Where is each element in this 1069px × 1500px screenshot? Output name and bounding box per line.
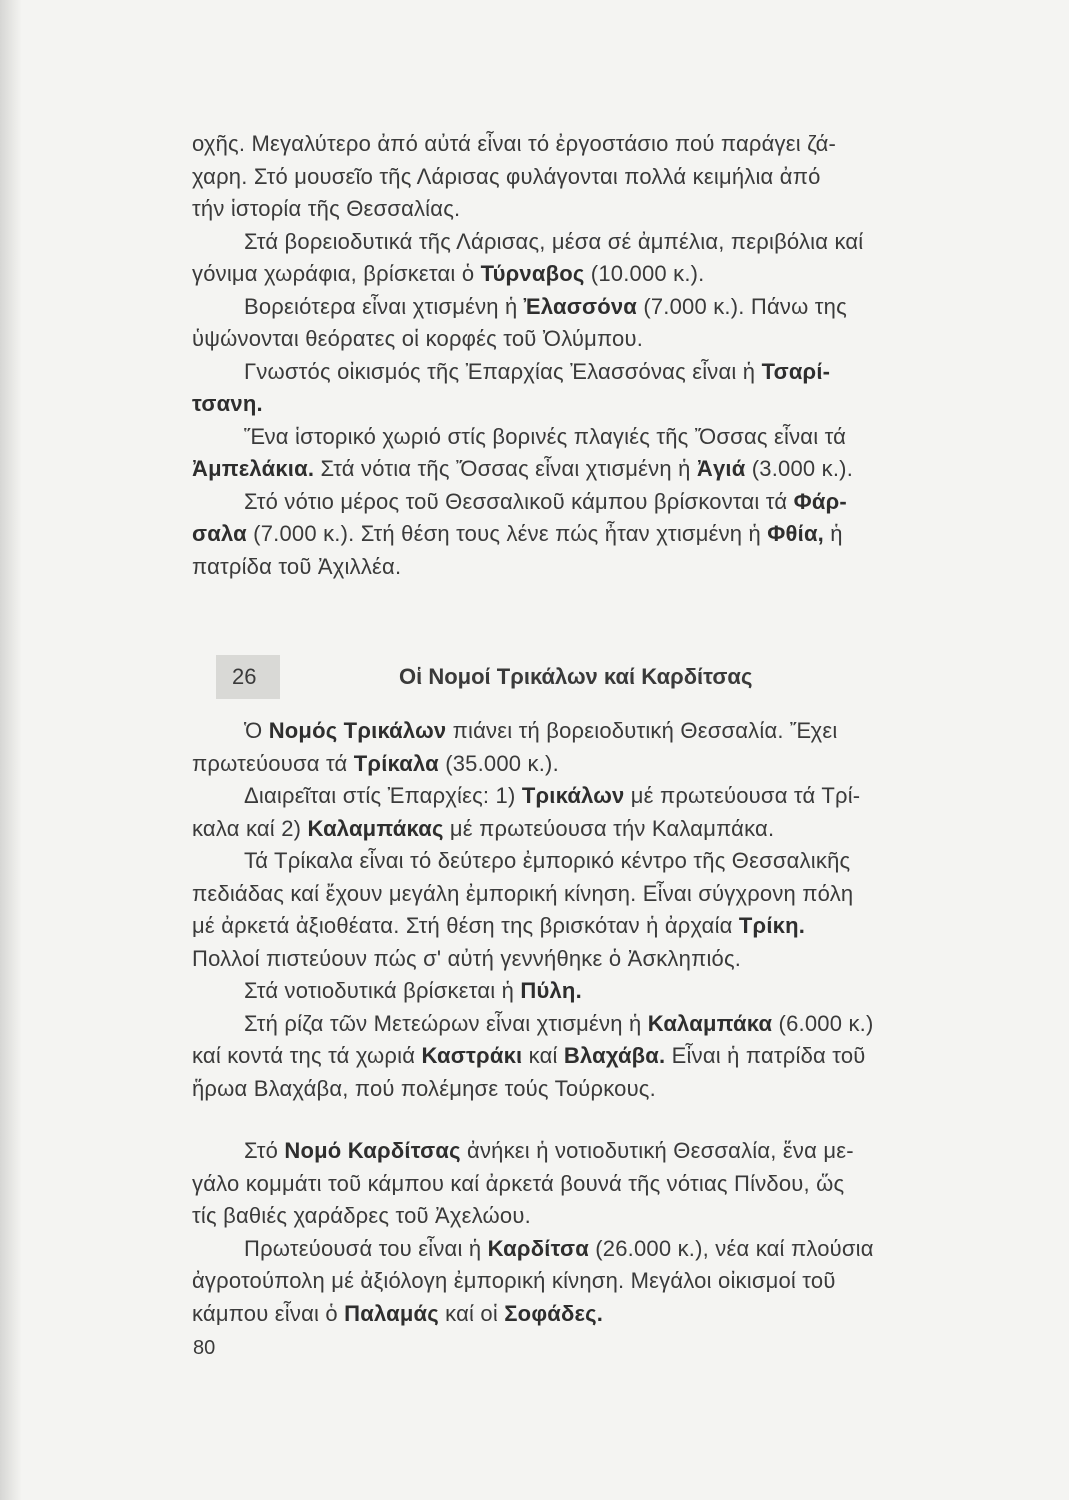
bold-term: Τρίκαλα — [353, 750, 439, 776]
text-line — [192, 453, 982, 486]
text-run: χαρη. Στό μουσεῖο τῆς Λάρισας φυλάγονται πολλά κειμήλια ἀπό — [192, 163, 821, 189]
text-run: ἀνήκει ἡ νοτιοδυτική Θεσσαλία, ἕνα με- — [460, 1138, 854, 1163]
text-line — [192, 518, 982, 551]
bold-term: Καλαμπάκα — [647, 1010, 773, 1036]
text-line — [192, 388, 982, 421]
text-run: Πολλοί πιστεύουν πώς σ' αὐτή γεννήθηκε ὁ Ἀσκληπιός. — [192, 945, 742, 971]
text-run: (6.000 κ.) — [772, 1010, 874, 1036]
text-run: καλα καί 2) — [192, 815, 308, 841]
text-line — [192, 845, 982, 878]
text-run: πεδιάδας καί ἔχουν μεγάλη ἐμπορική κίνηση. Εἶναι σύγχρονη πόλη — [192, 880, 854, 906]
text-run: (26.000 κ.), νέα καί πλούσια — [588, 1235, 874, 1261]
text-run: Βορειότερα εἶναι χτισμένη ἡ — [244, 293, 524, 319]
text-line — [192, 1265, 982, 1298]
text-run: γάλο κομμάτι τοῦ κάμπου καί ἀρκετά βουνά τῆς νότιας Πίνδου, ὥς — [192, 1170, 845, 1196]
text-run: ἀγροτούπολη μέ ἀξιόλογη ἐμπορική κίνηση. Μεγάλοι οἰκισμοί τοῦ — [192, 1268, 836, 1293]
top-paragraphs — [192, 128, 982, 583]
text-line — [192, 551, 982, 584]
text-run: καί κοντά της τά χωριά — [192, 1043, 422, 1068]
text-run: (35.000 κ.). — [438, 750, 559, 776]
bold-term: Ἐλασσόνα — [523, 293, 638, 319]
text-line — [192, 1040, 982, 1073]
text-line — [192, 128, 982, 161]
text-run: μέ πρωτεύουσα τήν Καλαμπάκα. — [443, 815, 775, 841]
text-run: Γνωστός οἰκισμός τῆς Ἐπαρχίας Ἐλασσόνας εἶναι ἡ — [244, 358, 762, 384]
text-run: πιάνει τή βορειοδυτική Θεσσαλία. Ἔχει — [446, 718, 838, 743]
text-line — [192, 878, 982, 911]
text-run: (7.000 κ.). Στή θέση τους λένε πώς ἦταν χτισμένη ἡ — [246, 521, 768, 546]
bold-term: Βλαχάβα. — [563, 1043, 666, 1068]
text-line — [192, 1073, 982, 1106]
text-run: καί — [522, 1043, 564, 1068]
bold-term: Τσαρί- — [761, 358, 831, 384]
text-line — [192, 910, 982, 943]
text-line — [192, 1168, 982, 1201]
text-run: μέ ἀρκετά ἀξιοθέατα. Στή θέση της βρισκόταν ἡ ἀρχαία — [192, 913, 739, 938]
text-run: οχῆς. Μεγαλύτερο ἀπό αὐτά εἶναι τό ἐργοστάσιο πού παράγει ζά- — [192, 131, 837, 156]
section-number: 26 — [216, 655, 280, 699]
bold-term: Τρίκη. — [738, 913, 806, 938]
bold-term: Πύλη. — [520, 978, 582, 1003]
text-run: τήν ἱστορία τῆς Θεσσαλίας. — [192, 196, 461, 221]
bold-term: Τύρναβος — [480, 261, 585, 286]
text-line — [192, 161, 982, 194]
text-line — [192, 1200, 982, 1233]
text-line — [192, 193, 982, 226]
text-run: Στά βορειοδυτικά τῆς Λάρισας, μέσα σέ ἀμπέλια, περιβόλια καί — [244, 228, 864, 254]
text-run: ὑψώνονται θεόρατες οἱ κορφές τοῦ Ὀλύμπου. — [192, 326, 644, 351]
bold-term: Ἀμπελάκια. — [192, 456, 315, 481]
text-run: ἡ — [823, 521, 843, 546]
bold-term: Ἀγιά — [696, 456, 746, 481]
text-line — [192, 486, 982, 519]
text-line — [192, 421, 982, 454]
page-edge-shadow — [0, 0, 22, 1500]
text-line — [192, 813, 982, 846]
text-run: Στό — [244, 1138, 285, 1163]
text-run: κάμπου εἶναι ὁ — [192, 1300, 345, 1326]
bold-term: Φάρ- — [793, 488, 847, 514]
text-line — [192, 291, 982, 324]
page-number: 80 — [193, 1337, 216, 1359]
section-paragraphs — [192, 715, 982, 1105]
text-run: Στό νότιο μέρος τοῦ Θεσσαλικοῦ κάμπου βρίσκονται τά — [244, 488, 794, 514]
bold-term: Παλαμάς — [344, 1300, 439, 1326]
text-run: Διαιρεῖται στίς Ἐπαρχίες: 1) — [244, 783, 522, 808]
text-line — [192, 748, 982, 781]
bold-term: σαλα — [192, 521, 247, 546]
bold-term: Φθία, — [767, 521, 824, 546]
text-line — [192, 258, 982, 291]
text-run: Στή ρίζα τῶν Μετεώρων εἶναι χτισμένη ἡ — [244, 1010, 648, 1036]
text-run: (3.000 κ.). — [745, 456, 854, 481]
text-run: Εἶναι ἡ πατρίδα τοῦ — [665, 1043, 866, 1068]
text-run: τίς βαθιές χαράδρες τοῦ Ἀχελώου. — [192, 1203, 531, 1228]
text-run: Στά νοτιοδυτικά βρίσκεται ἡ — [244, 978, 521, 1003]
bold-term: Νομό Καρδίτσας — [284, 1138, 461, 1163]
bold-term: Καλαμπάκας — [307, 815, 444, 841]
bold-term: Τρικάλων — [521, 783, 625, 808]
text-run: (7.000 κ.). Πάνω της — [637, 293, 847, 319]
text-line — [192, 780, 982, 813]
text-run: Πρωτεύουσά του εἶναι ἡ — [244, 1235, 488, 1261]
bold-term: Σοφάδες. — [504, 1300, 604, 1326]
text-run: μέ πρωτεύουσα τά Τρί- — [624, 783, 861, 808]
text-line — [192, 943, 982, 976]
section-title: Οἱ Νομοί Τρικάλων καί Καρδίτσας — [399, 664, 753, 689]
bold-term: τσανη. — [192, 391, 263, 416]
section-heading — [192, 659, 982, 713]
text-line — [192, 975, 982, 1008]
text-run: (10.000 κ.). — [584, 261, 705, 286]
text-line — [192, 1298, 982, 1331]
text-line — [192, 1135, 982, 1168]
text-run: πρωτεύουσα τά — [192, 750, 354, 776]
text-run: Στά νότια τῆς Ὄσσας εἶναι χτισμένη ἡ — [314, 456, 697, 481]
text-run: Ἕνα ἱστορικό χωριό στίς βορινές πλαγιές τῆς Ὄσσας εἶναι τά — [244, 423, 847, 449]
closing-paragraphs — [192, 1135, 982, 1330]
bold-term: Νομός Τρικάλων — [268, 718, 447, 743]
bold-term: Καστράκι — [421, 1043, 523, 1068]
text-run: πατρίδα τοῦ Ἀχιλλέα. — [192, 553, 402, 579]
text-run: Τά Τρίκαλα εἶναι τό δεύτερο ἐμπορικό κέντρο τῆς Θεσσαλικῆς — [244, 848, 851, 873]
page-content — [192, 128, 982, 1330]
text-run: ἥρωα Βλαχάβα, πού πολέμησε τούς Τούρκους. — [192, 1075, 656, 1101]
text-run: καί οἱ — [438, 1300, 505, 1326]
bold-term: Καρδίτσα — [487, 1235, 589, 1261]
text-run: Ὁ — [244, 718, 269, 743]
text-line — [192, 356, 982, 389]
text-line — [192, 323, 982, 356]
text-line — [192, 1233, 982, 1266]
text-run: γόνιμα χωράφια, βρίσκεται ὁ — [192, 261, 481, 286]
text-line — [192, 1008, 982, 1041]
text-line — [192, 715, 982, 748]
text-line — [192, 226, 982, 259]
